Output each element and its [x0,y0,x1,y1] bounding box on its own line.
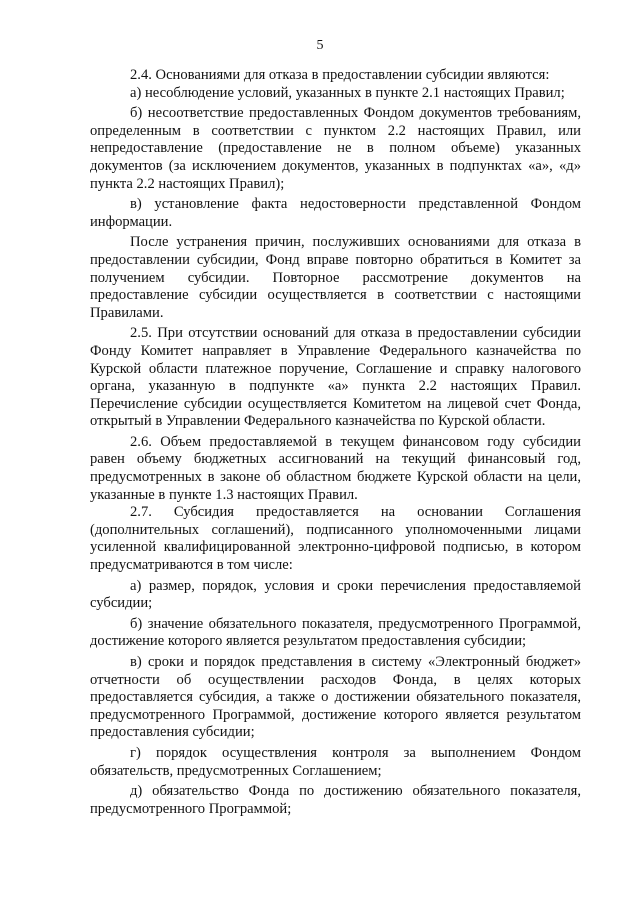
document-body [90,67,581,818]
paragraph-2-4: 2.4. Основаниями для отказа в предоставлении субсидии являются: [130,67,550,83]
paragraph-2-5: 2.5. При отсутствии оснований для отказа в предоставлении субсидии Фонду Комитет направляет в Управление Федерального казначейства по Курской области платежное поручение, Соглашение и справку налогового органа, указанную в подпункте «а» пункта 2.2 настоящих Правил. Перечисление субсидии осуществляется Комитетом на лицевой счет Фонда, открытый в Управлении Федерального казначейства по Курской области. [90,325,581,430]
paragraph-2-7-g: г) порядок осуществления контроля за выполнением Фондом обязательств, предусмотренных Соглашением; [90,744,581,779]
paragraph-2-7: 2.7. Субсидия предоставляется на основании Соглашения (дополнительных соглашений), подписанного уполномоченными лицами усиленной квалифицированной электронно-цифровой подписью, в котором предусматриваются в том числе: [90,504,581,574]
paragraph-2-7-b: б) значение обязательного показателя, предусмотренного Программой, достижение которого является результатом предоставления субсидии; [90,615,581,650]
paragraph-2-4-a: а) несоблюдение условий, указанных в пункте 2.1 настоящих Правил; [130,84,565,101]
page-number: 5 [316,38,324,53]
paragraph-resubmission: После устранения причин, послуживших основаниями для отказа в предоставлении субсидии, Фонд вправе повторно обратиться в Комитет за получением субсидии. Повторное рассмотрение документов на предоставление субсидии осуществляется в соответствии с настоящими Правилами. [90,234,581,321]
paragraph-2-4-b: б) несоответствие предоставленных Фондом документов требованиям, определенным в соответствии с пунктом 2.2 настоящих Правил, или непредоставление (предоставление не в полном объеме) указанных документов (за исключением документов, указанных в подпунктах «а», «д» пункта 2.2 настоящих Правил); [90,105,581,192]
paragraph-2-6: 2.6. Объем предоставляемой в текущем финансовом году субсидии равен объему бюджетных ассигнований на текущий финансовый год, предусмотренных в законе об областном бюджете Курской области на цели, указанные в пункте 1.3 настоящих Правил. [90,433,581,503]
paragraph-2-4-v: в) установление факта недостоверности представленной Фондом информации. [90,196,581,230]
paragraph-2-7-d: д) обязательство Фонда по достижению обязательного показателя, предусмотренного Программой; [90,783,581,817]
paragraph-2-7-a: а) размер, порядок, условия и сроки перечисления предоставляемой субсидии; [90,577,581,612]
paragraph-2-7-v: в) сроки и порядок представления в систему «Электронный бюджет» отчетности об осуществлении расходов Фонда, в целях которых предоставляется субсидия, а также о достижении обязательного показателя, предусмотренного Программой, достижение которого является результатом предоставления субсидии; [90,654,581,741]
